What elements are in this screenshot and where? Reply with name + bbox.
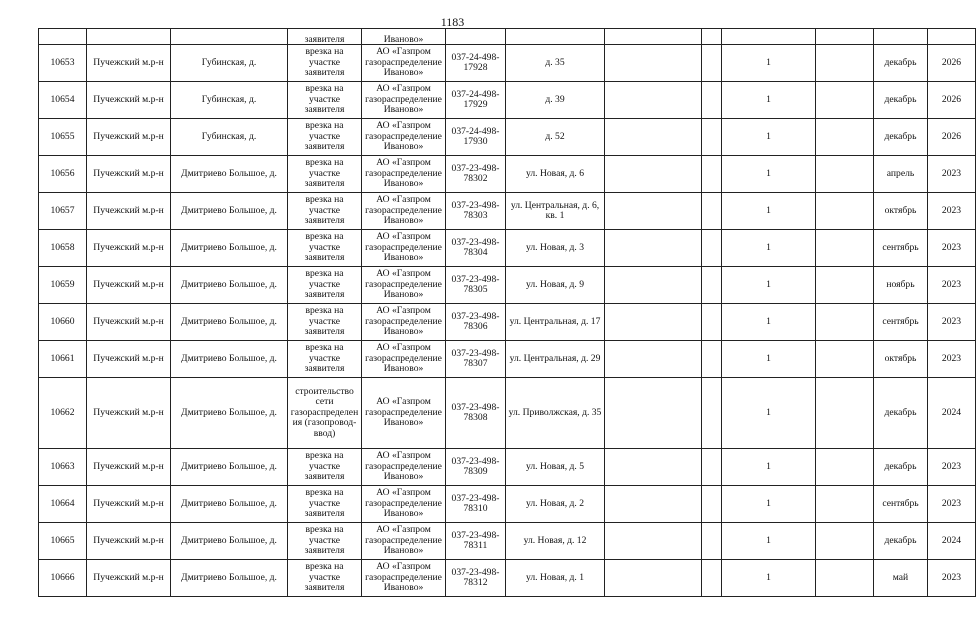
table-row [39, 486, 976, 523]
table-row [39, 449, 976, 486]
cell-empty [816, 341, 874, 378]
cell-id: 10662 [39, 378, 87, 449]
cell-id: 10665 [39, 523, 87, 560]
cell-year: 2023 [928, 449, 976, 486]
cell-empty [87, 29, 171, 45]
cell-organization: АО «Газпром газораспределение Иваново» [362, 486, 446, 523]
cell-organization: АО «Газпром газораспределение Иваново» [362, 193, 446, 230]
cell-district: Пучежский м.р-н [87, 560, 171, 597]
cell-address: ул. Новая, д. 6 [506, 156, 605, 193]
cell-month: май [874, 560, 928, 597]
cell-year: 2023 [928, 341, 976, 378]
cell-month: декабрь [874, 119, 928, 156]
cell-quantity: 1 [722, 449, 816, 486]
cell-id: 10653 [39, 45, 87, 82]
cell-empty [605, 449, 702, 486]
cell-empty [702, 82, 722, 119]
cell-address: ул. Новая, д. 2 [506, 486, 605, 523]
cell-empty [702, 523, 722, 560]
cell-connection-method: врезка на участке заявителя [288, 82, 362, 119]
cell-empty [702, 45, 722, 82]
cell-district: Пучежский м.р-н [87, 45, 171, 82]
cell-locality: Губинская, д. [171, 119, 288, 156]
cell-organization: АО «Газпром газораспределение Иваново» [362, 156, 446, 193]
cell-month: ноябрь [874, 267, 928, 304]
cell-locality: Дмитриево Большое, д. [171, 378, 288, 449]
cell-year: 2026 [928, 82, 976, 119]
cell-id: 10659 [39, 267, 87, 304]
table-row [39, 523, 976, 560]
cell-locality: Дмитриево Большое, д. [171, 341, 288, 378]
cell-year: 2023 [928, 304, 976, 341]
cell-empty [605, 193, 702, 230]
cell-locality: Дмитриево Большое, д. [171, 267, 288, 304]
cell-application-code: 037-23-498-78310 [446, 486, 506, 523]
cell-empty [874, 29, 928, 45]
cell-address: ул. Новая, д. 9 [506, 267, 605, 304]
cell-quantity: 1 [722, 230, 816, 267]
cell-locality: Дмитриево Большое, д. [171, 560, 288, 597]
cell-district: Пучежский м.р-н [87, 486, 171, 523]
cell-application-code: 037-23-498-78307 [446, 341, 506, 378]
cell-empty [605, 341, 702, 378]
cell-quantity: 1 [722, 486, 816, 523]
cell-org-tail: Иваново» [362, 29, 446, 45]
cell-district: Пучежский м.р-н [87, 156, 171, 193]
cell-empty [816, 29, 874, 45]
cell-quantity: 1 [722, 119, 816, 156]
cell-organization: АО «Газпром газораспределение Иваново» [362, 449, 446, 486]
cell-connection-method: врезка на участке заявителя [288, 523, 362, 560]
cell-connection-method: врезка на участке заявителя [288, 119, 362, 156]
table-row [39, 156, 976, 193]
cell-connection-method: врезка на участке заявителя [288, 45, 362, 82]
cell-application-code: 037-23-498-78309 [446, 449, 506, 486]
cell-year: 2023 [928, 193, 976, 230]
cell-empty [816, 119, 874, 156]
cell-organization: АО «Газпром газораспределение Иваново» [362, 230, 446, 267]
cell-empty [702, 304, 722, 341]
cell-year: 2023 [928, 486, 976, 523]
cell-empty [605, 560, 702, 597]
cell-organization: АО «Газпром газораспределение Иваново» [362, 560, 446, 597]
cell-organization: АО «Газпром газораспределение Иваново» [362, 523, 446, 560]
cell-address: ул. Новая, д. 3 [506, 230, 605, 267]
cell-empty [702, 193, 722, 230]
cell-district: Пучежский м.р-н [87, 82, 171, 119]
cell-address: ул. Новая, д. 1 [506, 560, 605, 597]
cell-locality: Дмитриево Большое, д. [171, 304, 288, 341]
cell-empty [816, 230, 874, 267]
cell-organization: АО «Газпром газораспределение Иваново» [362, 119, 446, 156]
cell-empty [605, 45, 702, 82]
cell-application-code: 037-23-498-78305 [446, 267, 506, 304]
cell-district: Пучежский м.р-н [87, 230, 171, 267]
cell-application-code: 037-23-498-78302 [446, 156, 506, 193]
cell-method-tail: заявителя [288, 29, 362, 45]
cell-year: 2026 [928, 45, 976, 82]
cell-empty [605, 156, 702, 193]
cell-district: Пучежский м.р-н [87, 523, 171, 560]
register-table [38, 28, 976, 597]
cell-quantity: 1 [722, 156, 816, 193]
cell-connection-method: врезка на участке заявителя [288, 449, 362, 486]
cell-connection-method: врезка на участке заявителя [288, 304, 362, 341]
table-row [39, 378, 976, 449]
cell-connection-method: строительство сети газораспределения (газопровод-ввод) [288, 378, 362, 449]
cell-empty [816, 156, 874, 193]
table-row [39, 267, 976, 304]
cell-address: ул. Приволжская, д. 35 [506, 378, 605, 449]
table-row [39, 230, 976, 267]
cell-empty [816, 45, 874, 82]
table-row [39, 193, 976, 230]
cell-empty [702, 267, 722, 304]
cell-district: Пучежский м.р-н [87, 193, 171, 230]
cell-locality: Дмитриево Большое, д. [171, 193, 288, 230]
cell-quantity: 1 [722, 560, 816, 597]
cell-application-code: 037-24-498-17929 [446, 82, 506, 119]
cell-locality: Дмитриево Большое, д. [171, 156, 288, 193]
cell-empty [816, 378, 874, 449]
cell-connection-method: врезка на участке заявителя [288, 560, 362, 597]
cell-quantity: 1 [722, 523, 816, 560]
cell-empty [816, 523, 874, 560]
cell-district: Пучежский м.р-н [87, 378, 171, 449]
cell-address: ул. Центральная, д. 29 [506, 341, 605, 378]
cell-empty [605, 304, 702, 341]
cell-empty [605, 119, 702, 156]
cell-month: октябрь [874, 193, 928, 230]
cell-application-code: 037-23-498-78304 [446, 230, 506, 267]
cell-month: декабрь [874, 523, 928, 560]
cell-year: 2023 [928, 230, 976, 267]
cell-empty [605, 378, 702, 449]
cell-empty [605, 29, 702, 45]
cell-locality: Губинская, д. [171, 82, 288, 119]
cell-id: 10658 [39, 230, 87, 267]
cell-application-code: 037-23-498-78306 [446, 304, 506, 341]
cell-locality: Дмитриево Большое, д. [171, 449, 288, 486]
cell-empty [446, 29, 506, 45]
cell-empty [702, 341, 722, 378]
cell-year: 2026 [928, 119, 976, 156]
cell-month: декабрь [874, 45, 928, 82]
cell-application-code: 037-23-498-78311 [446, 523, 506, 560]
cell-empty [605, 82, 702, 119]
cell-id: 10657 [39, 193, 87, 230]
cell-organization: АО «Газпром газораспределение Иваново» [362, 304, 446, 341]
table-row [39, 341, 976, 378]
cell-organization: АО «Газпром газораспределение Иваново» [362, 378, 446, 449]
cell-year: 2024 [928, 523, 976, 560]
cell-id: 10660 [39, 304, 87, 341]
cell-empty [171, 29, 288, 45]
cell-month: сентябрь [874, 230, 928, 267]
cell-empty [816, 304, 874, 341]
cell-empty [816, 449, 874, 486]
cell-address: д. 39 [506, 82, 605, 119]
cell-locality: Дмитриево Большое, д. [171, 523, 288, 560]
cell-month: апрель [874, 156, 928, 193]
cell-empty [702, 449, 722, 486]
cell-id: 10656 [39, 156, 87, 193]
cell-empty [605, 523, 702, 560]
cell-empty [702, 230, 722, 267]
table-row [39, 45, 976, 82]
cell-district: Пучежский м.р-н [87, 267, 171, 304]
cell-id: 10666 [39, 560, 87, 597]
table-row [39, 560, 976, 597]
cell-id: 10664 [39, 486, 87, 523]
cell-empty [605, 486, 702, 523]
cell-address: ул. Центральная, д. 17 [506, 304, 605, 341]
cell-organization: АО «Газпром газораспределение Иваново» [362, 267, 446, 304]
cell-organization: АО «Газпром газораспределение Иваново» [362, 82, 446, 119]
cell-year: 2024 [928, 378, 976, 449]
table-row [39, 304, 976, 341]
cell-empty [605, 267, 702, 304]
cell-month: сентябрь [874, 304, 928, 341]
cell-organization: АО «Газпром газораспределение Иваново» [362, 341, 446, 378]
cell-connection-method: врезка на участке заявителя [288, 341, 362, 378]
cell-district: Пучежский м.р-н [87, 304, 171, 341]
cell-address: д. 35 [506, 45, 605, 82]
cell-year: 2023 [928, 267, 976, 304]
cell-year: 2023 [928, 560, 976, 597]
cell-connection-method: врезка на участке заявителя [288, 193, 362, 230]
cell-empty [702, 156, 722, 193]
cell-application-code: 037-23-498-78303 [446, 193, 506, 230]
cell-month: сентябрь [874, 486, 928, 523]
cell-connection-method: врезка на участке заявителя [288, 486, 362, 523]
cell-application-code: 037-24-498-17928 [446, 45, 506, 82]
cell-empty [506, 29, 605, 45]
cell-quantity: 1 [722, 82, 816, 119]
cell-locality: Дмитриево Большое, д. [171, 486, 288, 523]
cell-empty [39, 29, 87, 45]
cell-address: ул. Новая, д. 5 [506, 449, 605, 486]
cell-application-code: 037-23-498-78312 [446, 560, 506, 597]
cell-address: ул. Центральная, д. 6, кв. 1 [506, 193, 605, 230]
cell-district: Пучежский м.р-н [87, 119, 171, 156]
cell-id: 10654 [39, 82, 87, 119]
cell-address: д. 52 [506, 119, 605, 156]
cell-empty [722, 29, 816, 45]
cell-quantity: 1 [722, 267, 816, 304]
cell-locality: Дмитриево Большое, д. [171, 230, 288, 267]
cell-quantity: 1 [722, 304, 816, 341]
cell-quantity: 1 [722, 378, 816, 449]
cell-empty [816, 560, 874, 597]
cell-address: ул. Новая, д. 12 [506, 523, 605, 560]
cell-empty [928, 29, 976, 45]
cell-month: октябрь [874, 341, 928, 378]
cell-empty [702, 29, 722, 45]
cell-connection-method: врезка на участке заявителя [288, 230, 362, 267]
cell-empty [605, 230, 702, 267]
cell-empty [816, 82, 874, 119]
cell-empty [702, 378, 722, 449]
cell-empty [816, 486, 874, 523]
cell-id: 10663 [39, 449, 87, 486]
cell-organization: АО «Газпром газораспределение Иваново» [362, 45, 446, 82]
cell-month: декабрь [874, 82, 928, 119]
cell-application-code: 037-23-498-78308 [446, 378, 506, 449]
cell-id: 10655 [39, 119, 87, 156]
cell-district: Пучежский м.р-н [87, 449, 171, 486]
table-row [39, 119, 976, 156]
cell-quantity: 1 [722, 45, 816, 82]
cell-month: декабрь [874, 449, 928, 486]
cell-connection-method: врезка на участке заявителя [288, 267, 362, 304]
cell-connection-method: врезка на участке заявителя [288, 156, 362, 193]
cell-year: 2023 [928, 156, 976, 193]
cell-id: 10661 [39, 341, 87, 378]
cell-application-code: 037-24-498-17930 [446, 119, 506, 156]
cell-district: Пучежский м.р-н [87, 341, 171, 378]
cell-empty [702, 560, 722, 597]
cell-empty [816, 267, 874, 304]
cell-quantity: 1 [722, 193, 816, 230]
cell-empty [702, 486, 722, 523]
table-row [39, 82, 976, 119]
cell-empty [702, 119, 722, 156]
cell-quantity: 1 [722, 341, 816, 378]
page-number: 1183 [440, 15, 465, 29]
cell-month: декабрь [874, 378, 928, 449]
continuation-row [39, 29, 976, 45]
cell-empty [816, 193, 874, 230]
cell-locality: Губинская, д. [171, 45, 288, 82]
table-body [39, 29, 976, 597]
